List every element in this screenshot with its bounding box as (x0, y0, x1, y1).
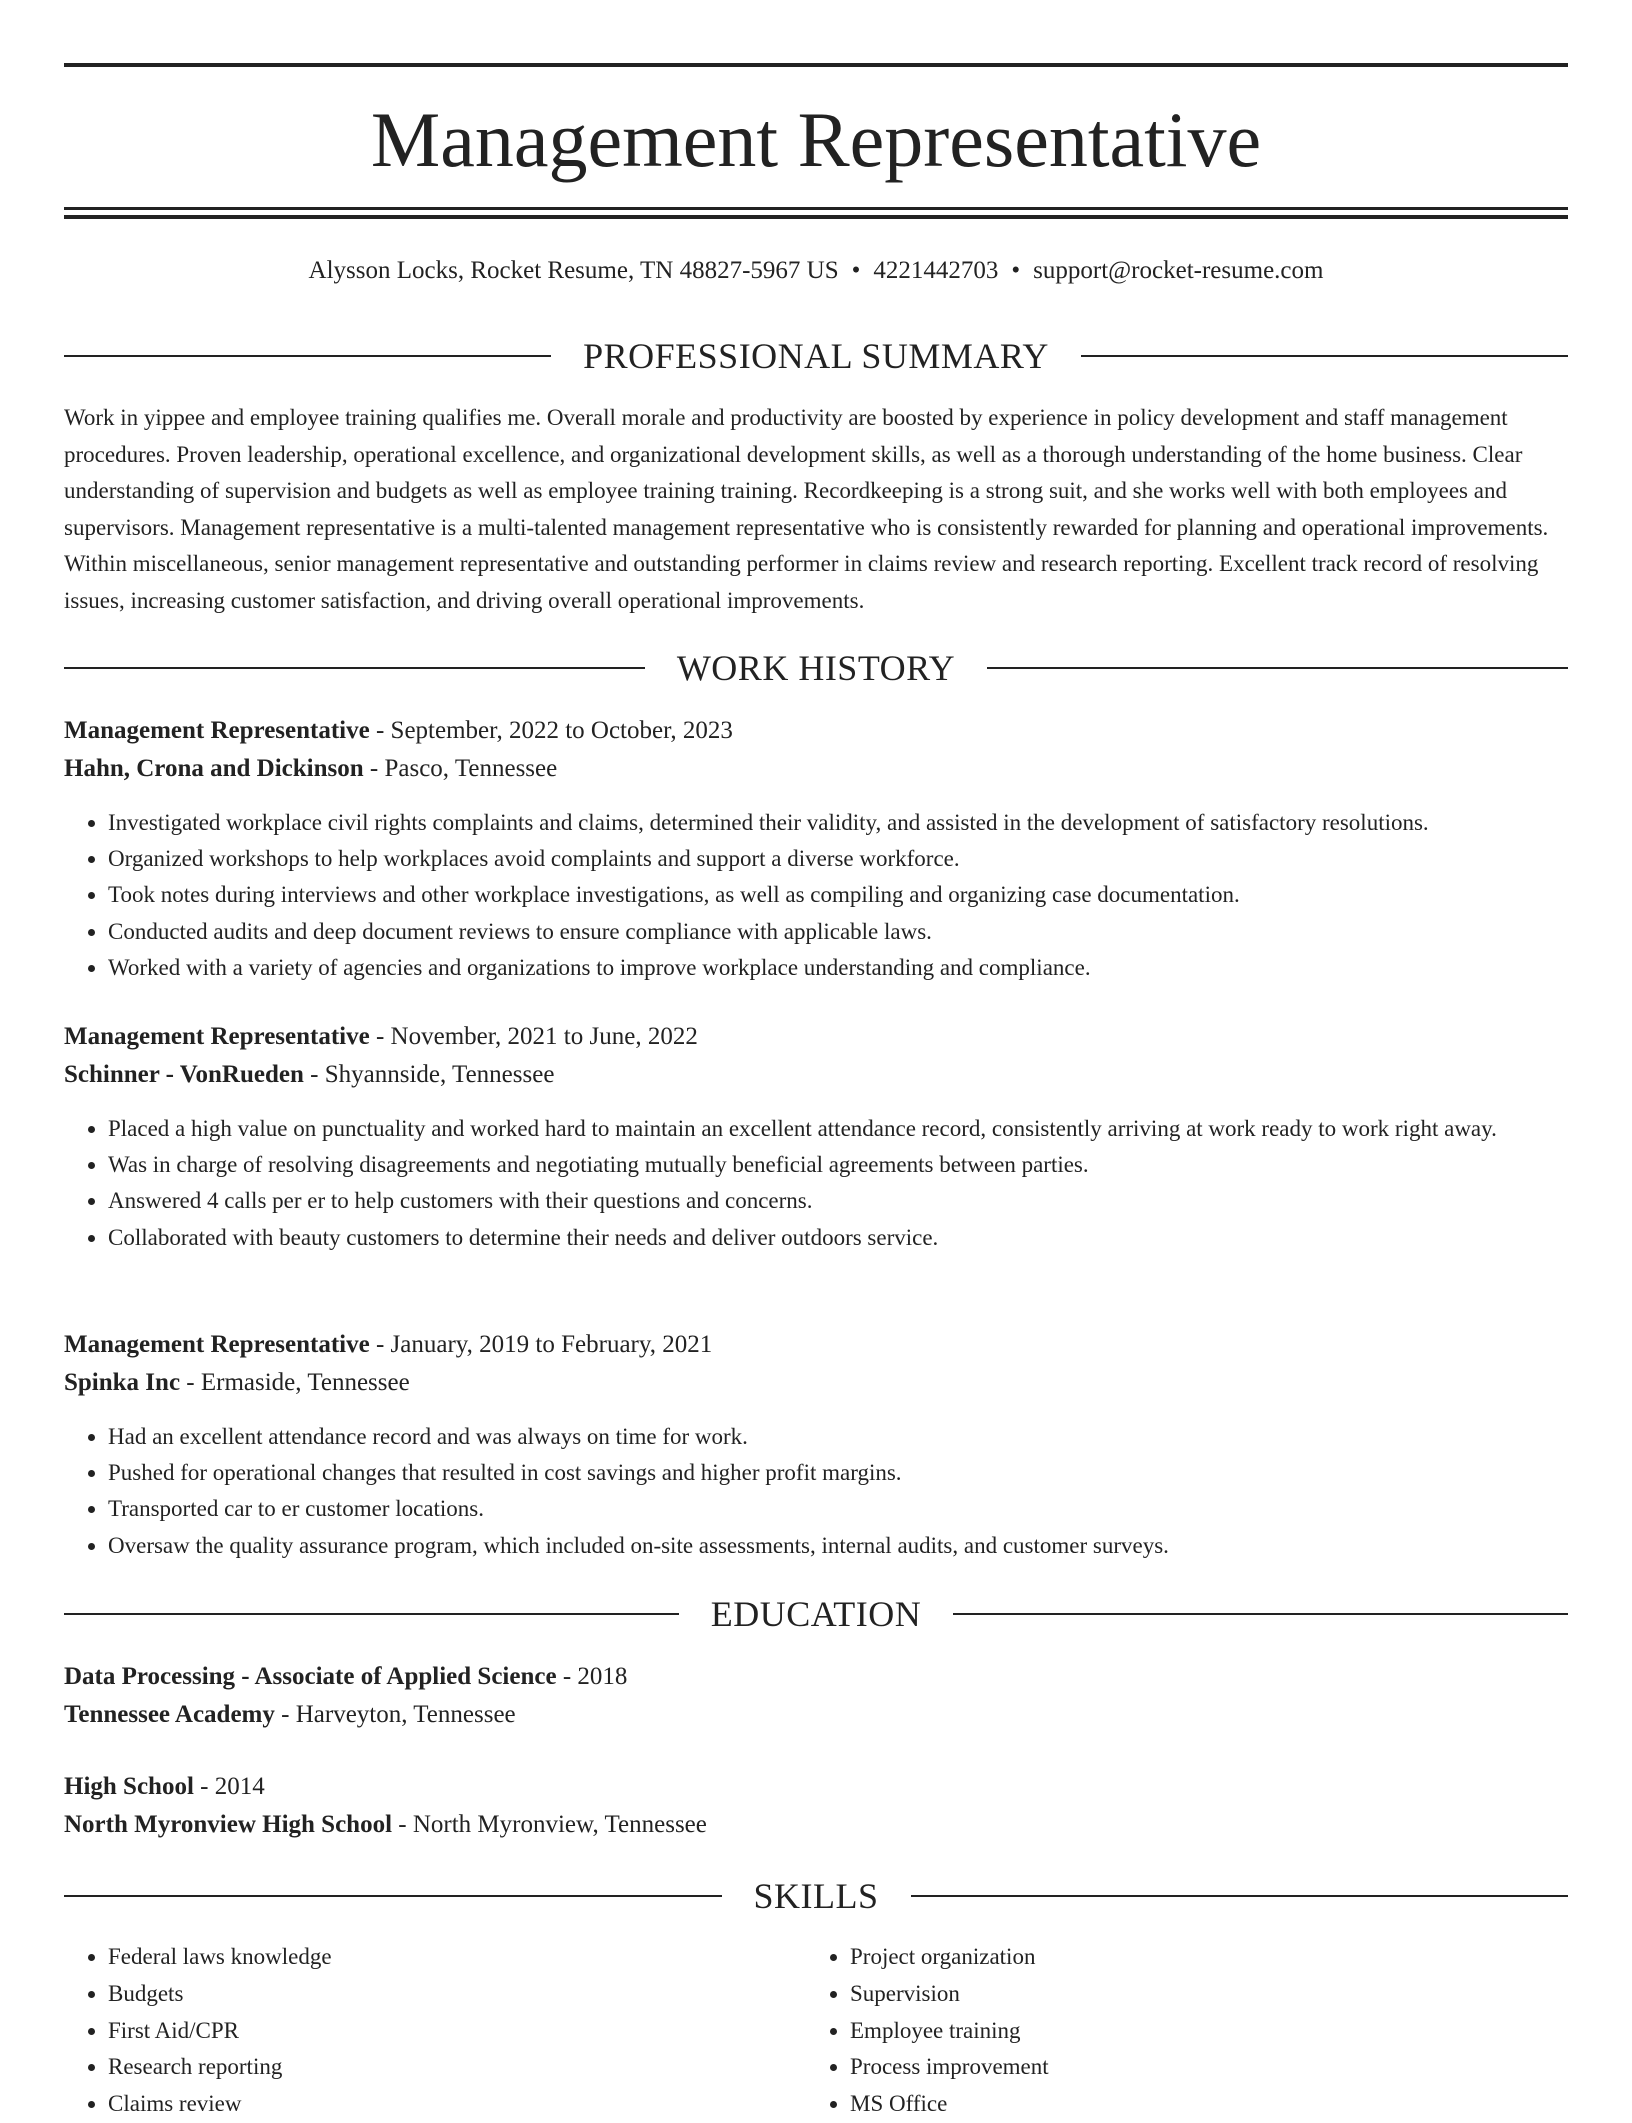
education-degree-line (64, 1658, 1568, 1696)
job-role: Management Representative (64, 717, 370, 744)
job-location: - Pasco, Tennessee (363, 755, 558, 782)
section-header-education (64, 1592, 1568, 1636)
skills-list (64, 1939, 1568, 2123)
section-rule (64, 1613, 679, 1615)
education-entry (64, 1768, 1568, 1844)
list-item: • Employee training (850, 2013, 1564, 2050)
list-item: • Process improvement (850, 2049, 1564, 2086)
skills-column-right (806, 1939, 1564, 2123)
job-title-line (64, 1018, 1568, 1056)
list-item: • Pushed for operational changes that resulted in cost savings and higher profit margins. (108, 1455, 1568, 1491)
education-year: - 2018 (556, 1663, 628, 1690)
job-company-line (64, 750, 1568, 788)
education-entry (64, 1658, 1568, 1734)
list-item: • Worked with a variety of agencies and organizations to improve workplace understanding and compliance. (108, 950, 1568, 986)
list-item: • First Aid/CPR (108, 2013, 806, 2050)
section-rule (953, 1613, 1568, 1615)
section-header-summary (64, 334, 1568, 378)
job-company-line (64, 1056, 1568, 1094)
section-rule (911, 1895, 1569, 1897)
list-item: • Investigated workplace civil rights complaints and claims, determined their validity, and assisted in the development of satisfactory resolutions. (108, 805, 1568, 841)
education-degree: Data Processing - Associate of Applied Science (64, 1663, 557, 1690)
list-item: • Organized workshops to help workplaces avoid complaints and support a diverse workforce. (108, 841, 1568, 877)
page-title: Management Representative (370, 96, 1262, 183)
job-company: Spinka Inc (64, 1369, 181, 1396)
list-item: • Budgets (108, 1976, 806, 2013)
job-dates: - September, 2022 to October, 2023 (369, 717, 733, 744)
contact-line (64, 254, 1568, 288)
education-degree-line (64, 1768, 1568, 1806)
education-school-line (64, 1696, 1568, 1734)
list-item: • Oversaw the quality assurance program, which included on-site assessments, internal audits, and customer surveys. (108, 1528, 1568, 1564)
section-rule (987, 667, 1568, 669)
section-header-work (64, 646, 1568, 690)
job-bullets (64, 1111, 1568, 1256)
job-company: Schinner - VonRueden (64, 1061, 304, 1088)
list-item: • Had an excellent attendance record and was always on time for work. (108, 1419, 1568, 1455)
job-entry (64, 1018, 1568, 1094)
job-bullets (64, 805, 1568, 986)
job-dates: - January, 2019 to February, 2021 (369, 1331, 713, 1358)
skills-column-left (64, 1939, 806, 2123)
summary-text: Work in yippee and employee training qualifies me. Overall morale and productivity are boosted by experience in policy development and staff management procedures. Proven leadership, operational excellence, and organizational development skills, as well as a thorough understanding of the home business. Clear understanding of supervision and budgets as well as employee training training. Recordkeeping is a strong suit, and she works well with both employees and supervisors. Management representative is a multi-talented management representative who is consistently rewarded for planning and operational improvements. Within miscellaneous, senior management representative and outstanding performer in claims review and research reporting. Excellent track record of resolving issues, increasing customer satisfaction, and driving overall operational improvements. (64, 405, 1549, 613)
job-location: - Shyannside, Tennessee (303, 1061, 555, 1088)
list-item: • Collaborated with beauty customers to determine their needs and deliver outdoors service. (108, 1220, 1568, 1256)
contact-email: support@rocket-resume.com (1033, 257, 1324, 284)
job-location: - Ermaside, Tennessee (180, 1369, 410, 1396)
list-item: • Conducted audits and deep document reviews to ensure compliance with applicable laws. (108, 914, 1568, 950)
contact-phone: 4221442703 (873, 257, 999, 284)
job-company: Hahn, Crona and Dickinson (64, 755, 364, 782)
section-title: SKILLS (753, 1876, 879, 1916)
list-item: • Supervision (850, 1976, 1564, 2013)
list-item: • Federal laws knowledge (108, 1939, 806, 1976)
list-item: • Claims review (108, 2086, 806, 2123)
job-entry (64, 712, 1568, 788)
list-item: • Answered 4 calls per er to help customers with their questions and concerns. (108, 1183, 1568, 1219)
section-rule (64, 667, 645, 669)
job-title-line (64, 712, 1568, 750)
list-item: • Placed a high value on punctuality and worked hard to maintain an excellent attendance record, consistently arriving at work ready to work right away. (108, 1111, 1568, 1147)
list-item: • Project organization (850, 1939, 1564, 1976)
education-school: Tennessee Academy (64, 1701, 275, 1728)
contact-address: Alysson Locks, Rocket Resume, TN 48827-5967 US (308, 257, 839, 284)
education-location: - Harveyton, Tennessee (274, 1701, 516, 1728)
header-double-rule (64, 207, 1568, 219)
list-item: • Research reporting (108, 2049, 806, 2086)
contact-separator: • (851, 257, 861, 284)
education-year: - 2014 (193, 1773, 265, 1800)
section-rule (64, 1895, 722, 1897)
list-item: • Transported car to er customer locations. (108, 1491, 1568, 1527)
section-header-skills (64, 1874, 1568, 1918)
job-title-line (64, 1326, 1568, 1364)
job-entry (64, 1326, 1568, 1402)
education-degree: High School (64, 1773, 194, 1800)
section-title: PROFESSIONAL SUMMARY (583, 336, 1049, 376)
education-school-line (64, 1806, 1568, 1844)
education-location: - North Myronview, Tennessee (392, 1811, 707, 1838)
section-rule (64, 355, 551, 357)
list-item: • Took notes during interviews and other workplace investigations, as well as compiling and organizing case documentation. (108, 877, 1568, 913)
job-role: Management Representative (64, 1023, 370, 1050)
education-school: North Myronview High School (64, 1811, 393, 1838)
section-title: EDUCATION (710, 1594, 922, 1634)
list-item: • Was in charge of resolving disagreements and negotiating mutually beneficial agreements between parties. (108, 1147, 1568, 1183)
job-dates: - November, 2021 to June, 2022 (369, 1023, 698, 1050)
section-rule (1081, 355, 1568, 357)
job-role: Management Representative (64, 1331, 370, 1358)
list-item: • MS Office (850, 2086, 1564, 2123)
contact-separator: • (1011, 257, 1021, 284)
section-title: WORK HISTORY (676, 648, 956, 688)
job-company-line (64, 1364, 1568, 1402)
job-bullets (64, 1419, 1568, 1564)
header-top-rule (64, 63, 1568, 67)
